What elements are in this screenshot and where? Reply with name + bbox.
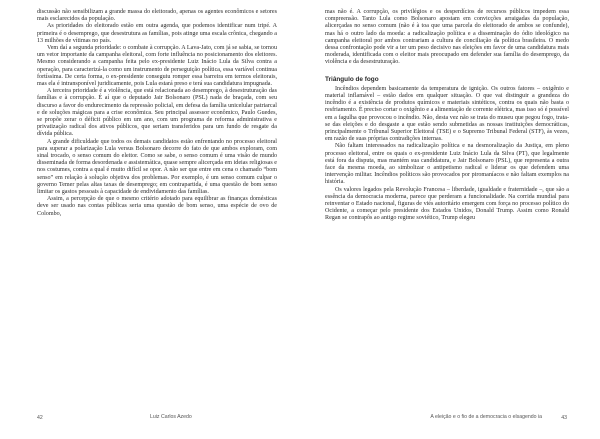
- left-text-column: [37, 9, 277, 218]
- running-head: A eleição e o fio de a democracia o elsagendo ia: [430, 414, 542, 420]
- page-number: 42: [37, 415, 43, 421]
- paragraph: discussão não sensibilizam a grande massa do eleitorado, apenas os agentes econômicos e setores mais esclarecidos da população.: [37, 9, 277, 23]
- page-number: 43: [561, 415, 567, 421]
- paragraph: As prioridades do eleitorado estão em outra agenda, que podemos identificar num tripé. A primeira é o desemprego, que desestrutura as famílias, pois atinge uma escala crônica, chegando a 13 milhões de vítimas no país.: [37, 23, 277, 44]
- right-page: [300, 0, 600, 439]
- paragraph: Assim, a percepção de que o mesmo critério adotado para equilibrar as finanças domésticas deve ser usado nas contas públicas seria uma questão de bom senso, uma espécie de ovo de Colombo,: [37, 196, 277, 217]
- paragraph: Vem daí a segunda prioridade: o combate à corrupção. A Lava-Jato, com já se sabia, se tornou um vetor importante da campanha eleitoral, com forte influência no posicionamento dos eleitores. Mesmo considerando a campanha feita pelo ex-presidente Luiz Inácio Lula da Silva contra a operação, para caracterizá-la como um instrumento de perseguição política, essa variável continua fortíssima. De certa forma, o ex-presidente conseguiu romper essa barreira em termos eleitorais, mas ela é intransponível juridicamente, pois Lula estará preso e terá sua candidatura impugnada.: [37, 45, 277, 88]
- paragraph: Incêndios dependem basicamente da temperatura de ignição. Os outros fatores – oxigênio e material inflamável – estão dados em qualquer situação. O que vai distinguir a grandeza do incêndio é a existência de produtos químicos e materiais sintéticos, contra os quais não basta o resfriamento. É preciso cortar o oxigênio e a alimentação de corrente elétrica, mas isso só é possível em a fagulha que provocou o incêndio. Não, desta vez não se trata do museu que pegou fogo, trata-se das eleições e do desgaste a que estão sendo submetidas as nossas instituições democráticas, principalmente o Tribunal Superior Eleitoral (TSE) e o Supremo Tribunal Federal (STF), às vezes, em razão de suas próprias contradições internas.: [325, 85, 569, 143]
- paragraph: mas não é. A corrupção, os privilégios e os desperdícios de recursos públicos impedem essa compreensão. Tanto Lula como Bolsonaro apostam em convicções arraigadas da população, alicerçadas no senso comum (não é à toa que uma parcela do eleitorado de ambos se confunde), mas há o outro lado da moeda: a radicalização política e a disseminação do ódio ideológico na campanha eleitoral por ambos contrariam a cultura de conciliação da política brasileira. O medo dessa confrontação pode vir a ter um peso decisivo nas eleições em favor de uma candidatura mais moderada, identificada com o eleitor mais preocupado em defender sua família do desemprego, da violência e da desestruturação.: [325, 9, 569, 66]
- paragraph: A grande dificuldade que todos os demais candidatos estão enfrentando no processo eleitoral para superar a polarização Lula versus Bolsonaro decorre do fato de que ambos exploram, com sinal trocado, o senso comum do eleitor. Como se sabe, o senso comum é uma visão de mundo disseminada de forma desordenada e assistemática, quase sempre alicerçada em ideias religiosas e nos costumes, contra a qual é muito difícil se opor. A não ser que entre em cena o chamado “bom senso” em relação à solução objetiva dos problemas. Por exemplo, é um senso comum culpar o governo Temer pelas altas taxas de desemprego; em contrapartida, é uma questão de bom senso limitar os gastos pessoais à capacidade de endividamento das famílias.: [37, 138, 277, 196]
- paragraph: Não faltam interessados na radicalização política e na desmoralização da Justiça, em pleno processo eleitoral, entre os quais o ex-presidente Luiz Inácio Lula da Silva (PT), que legalmente está fora da disputa, mas mantém sua candidatura, e Jair Bolsonaro (PSL), que representa a outra face da mesma moeda, ao simbolizar o antipetismo radical e liderar os que defendem uma intervenção militar. Incêndios políticos são provocados por piromaníacos e não faltam exemplos na história.: [325, 143, 569, 186]
- paragraph: A terceira prioridade é a violência, que está relacionada ao desemprego, à desestruturação das famílias e à corrupção. É aí que o deputado Jair Bolsonaro (PSL) nada de braçada, com seu discurso a favor do endurecimento da repressão policial, em defesa da família unicelular patriarcal e de soluções mágicas para a crise econômica. Seu principal assessor econômico, Paulo Guedes, se propõe zerar o déficit público em um ano, com um programa de reforma administrativa e privatização radical dos ativos públicos, que seriam transferidos para um fundo de resgate da dívida pública.: [37, 88, 277, 138]
- running-head: Luiz Carlos Azedo: [150, 414, 192, 420]
- section-heading: Triângulo de fogo: [325, 75, 379, 83]
- right-text-column: [325, 9, 569, 223]
- paragraph: Os valores legados pela Revolução Francesa – liberdade, igualdade e fraternidade –, que são a essência da democracia moderna, parece que perderam a funcionalidade. Na corrida mundial para reinventar o Estado nacional, figuras de viés autoritário emergem com força no processo político do Ocidente, a começar pelo presidente dos Estados Unidos, Donald Trump. Assim como Ronald Regan se contrapôs ao antigo regime soviético, Trump elegeu: [325, 186, 569, 222]
